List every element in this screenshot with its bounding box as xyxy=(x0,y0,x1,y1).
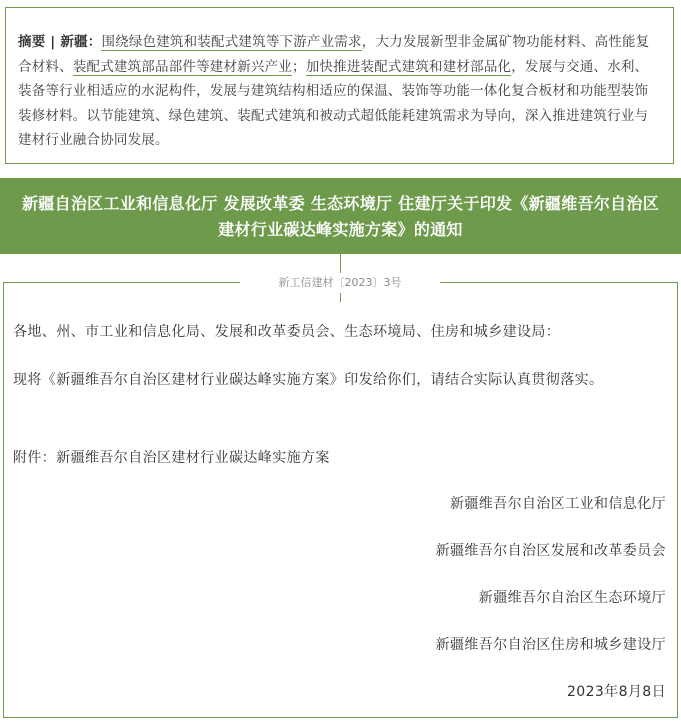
summary-text-3: ，发展与交通、水利、装备等行业相适应的水泥构件，发展与建筑结构相适应的保温、装饰等功能一体化复合板材和功能型装饰装修材料。以节能建筑、绿色建筑、装配式建筑和被动式超低能耗建筑需求为导向，深入推进建筑行业与建材行业融合协同发展。 xyxy=(18,58,649,148)
issue-date: 2023年8月8日 xyxy=(566,684,666,700)
attachment-line: 附件：新疆维吾尔自治区建材行业碳达峰实施方案 xyxy=(13,450,330,466)
signatory-development-commission: 新疆维吾尔自治区发展和改革委员会 xyxy=(435,543,666,559)
summary-highlight-1: 围绕绿色建筑和装配式建筑等下游产业需求 xyxy=(101,34,362,50)
notice-title: 新疆自治区工业和信息化厅 发展改革委 生态环境厅 住建厅关于印发《新疆维吾尔自治区建材行业碳达峰实施方案》的通知 xyxy=(21,194,659,239)
notice-body: 现将《新疆维吾尔自治区建材行业碳达峰实施方案》印发给你们，请结合实际认真贯彻落实。 xyxy=(13,372,604,388)
signatory-housing-dept: 新疆维吾尔自治区住房和城乡建设厅 xyxy=(435,637,666,653)
signatory-environment-dept: 新疆维吾尔自治区生态环境厅 xyxy=(478,590,666,606)
summary-text-2: ； xyxy=(292,58,306,75)
connector-line-top xyxy=(340,254,341,275)
summary-box xyxy=(5,7,674,164)
summary-text-1: ，大力发展新型非金属矿物功能材料、高性能复合材料、 xyxy=(18,34,650,75)
recipients-line: 各地、州、市工业和信息化局、发展和改革委员会、生态环境局、住房和城乡建设局： xyxy=(13,324,561,340)
signatory-industry-dept: 新疆维吾尔自治区工业和信息化厅 xyxy=(450,496,666,512)
summary-label: 摘要 | 新疆： xyxy=(18,34,102,50)
title-banner xyxy=(0,178,681,254)
summary-highlight-2: 装配式建筑部品部件等建材新兴产业 xyxy=(72,58,293,75)
document-number: 新工信建材〔2023〕3号 xyxy=(240,273,440,293)
summary-highlight-3: 加快推进装配式建筑和建材部品化 xyxy=(305,58,512,75)
